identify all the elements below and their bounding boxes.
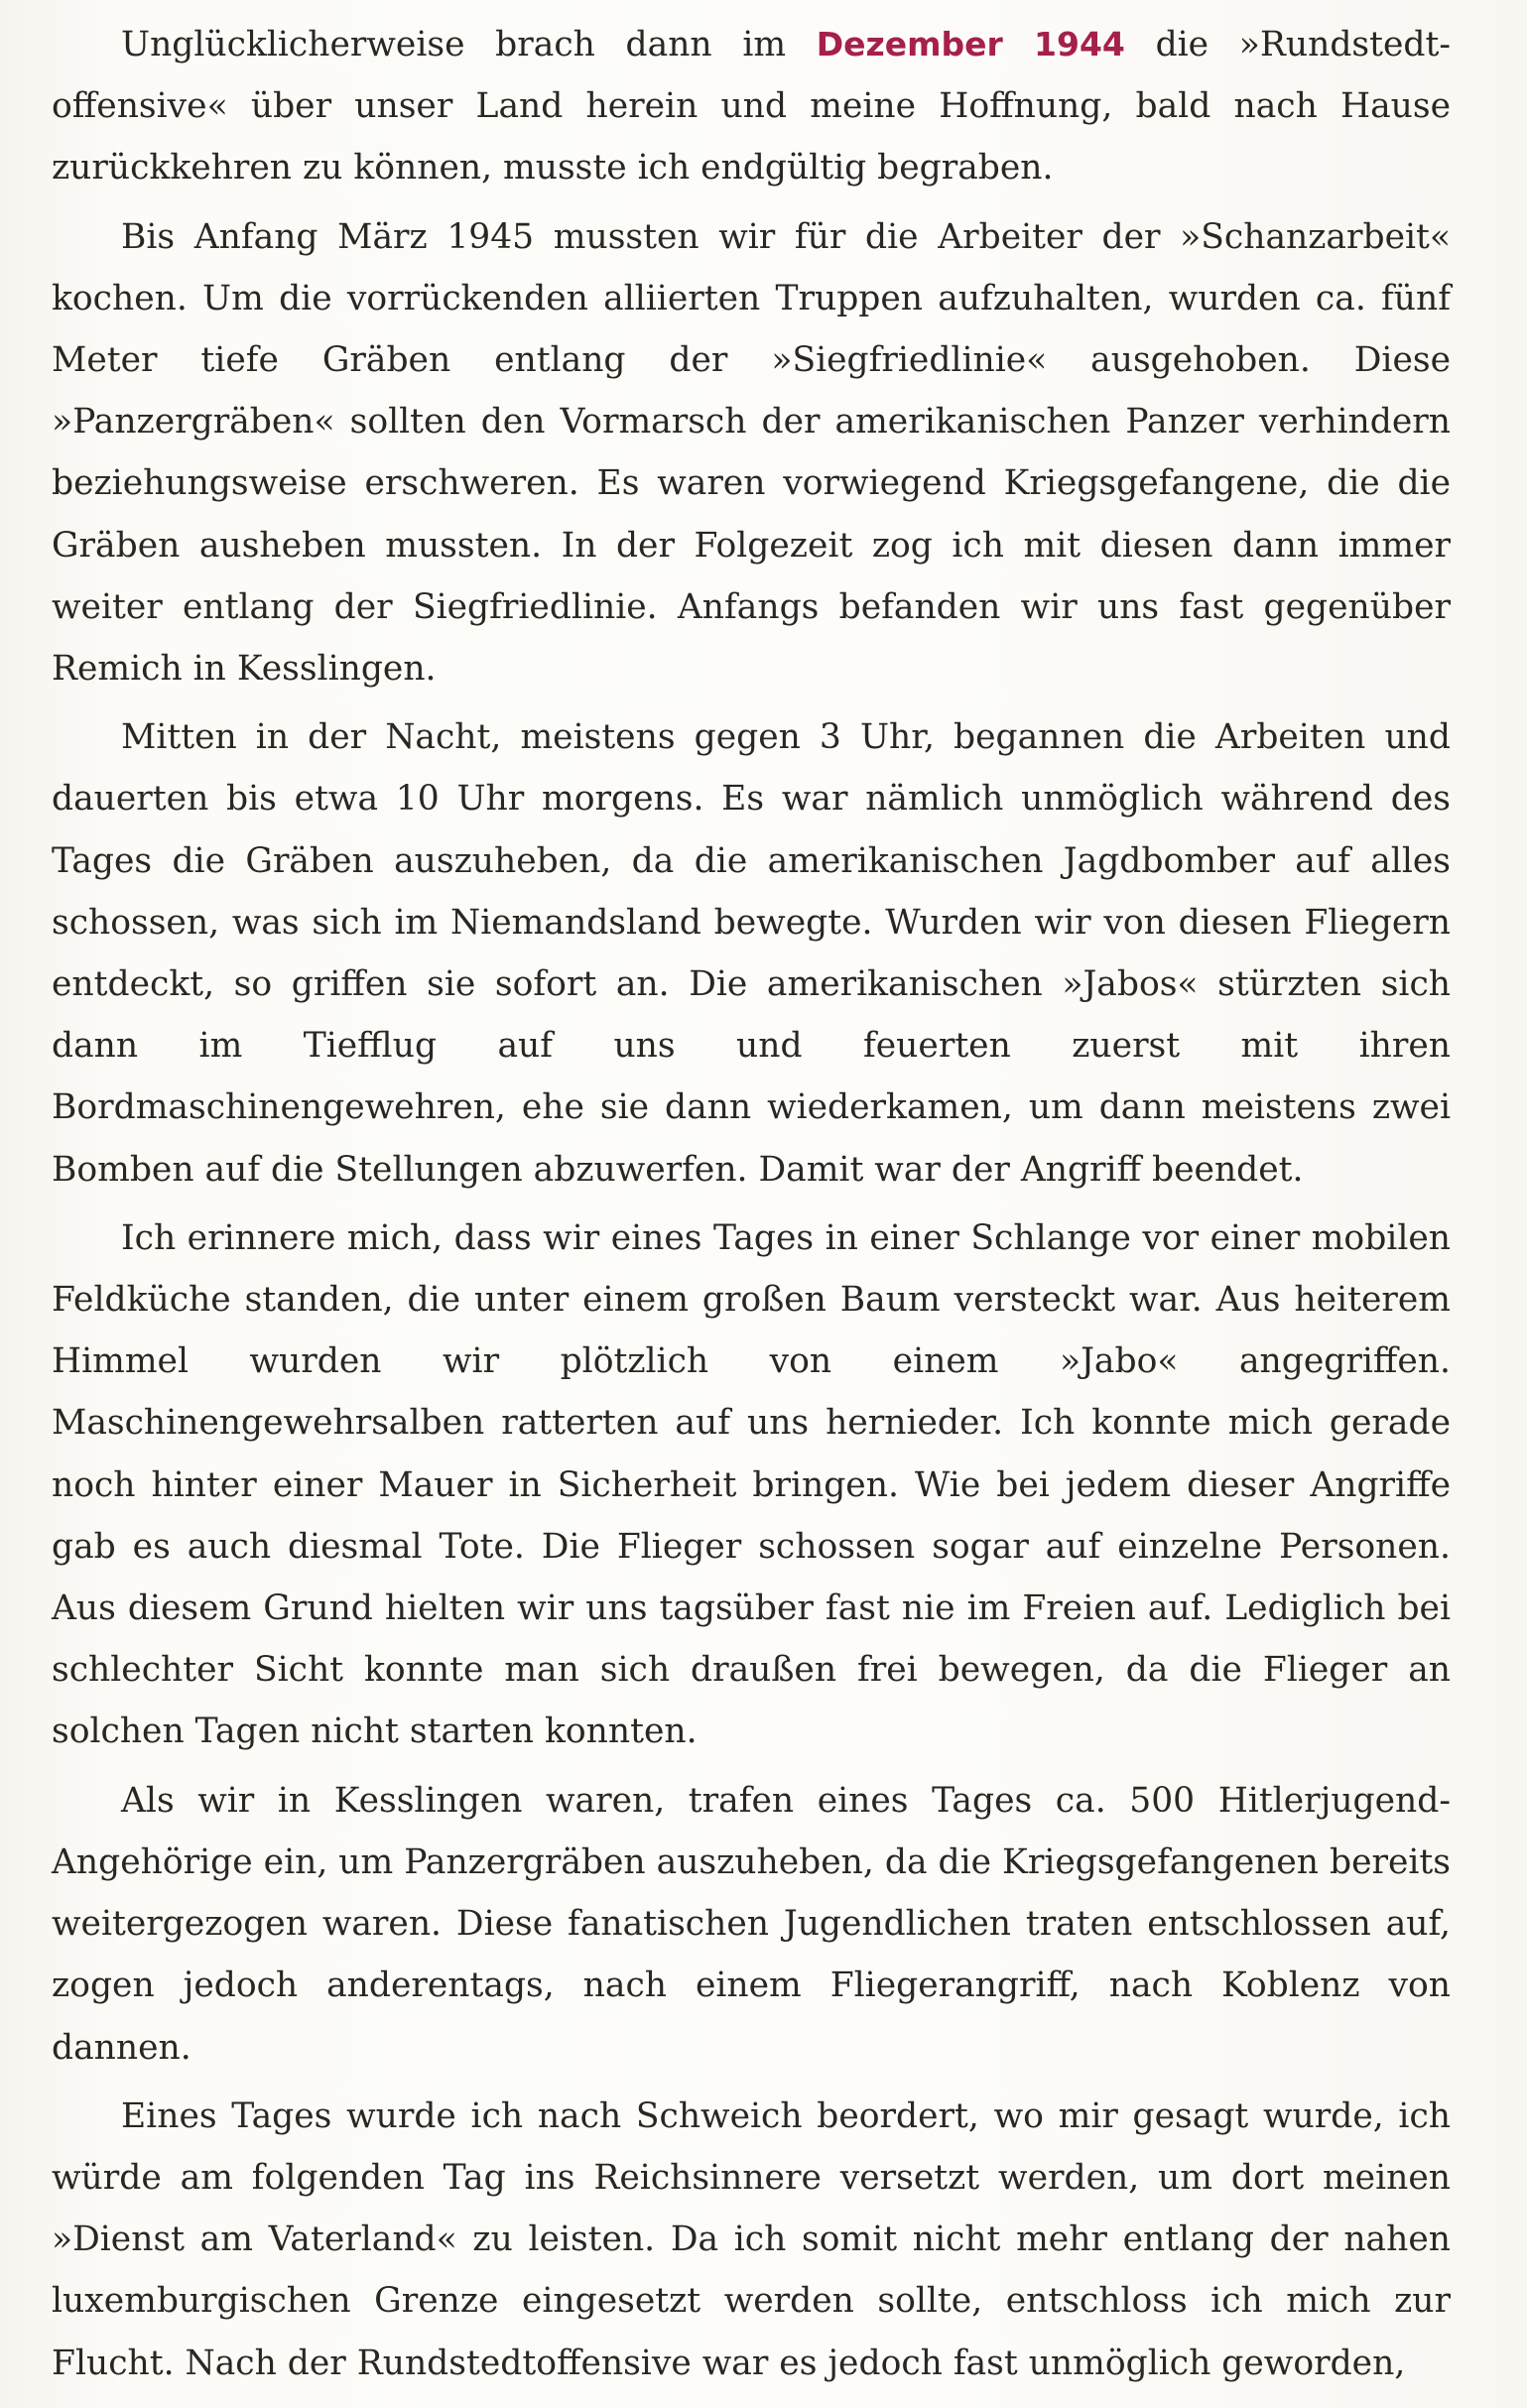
paragraph-4: Ich erinnere mich, dass wir eines Tages in einer Schlange vor einer mobilen Feldküche standen, die unter einem großen Baum versteckt war. Aus heiterem Himmel wurden wir plötzlich von einem »Jabo« angegriffen. Maschinengewehrsalben ratterten auf uns hernieder. Ich konnte mich gerade noch hinter einer Mauer in Sicherheit bringen. Wie bei jedem dieser Angriffe gab es auch diesmal Tote. Die Flieger schossen sogar auf einzelne Personen. Aus diesem Grund hielten wir uns tagsüber fast nie im Freien auf. Lediglich bei schlechter Sicht konnte man sich draußen frei bewegen, da die Flieger an solchen Tagen nicht starten konnten.: [52, 1217, 1451, 1752]
paragraph-1-end: die »Rundstedt-offensive« über unser Land herein und meine Hoffnung, bald nach Hause zurückkehren zu können, musste ich endgültig begraben.: [52, 25, 1451, 189]
paragraph-1: [52, 14, 1451, 199]
paragraph-6: Eines Tages wurde ich nach Schweich beordert, wo mir gesagt wurde, ich würde am folgenden Tag ins Reichsinnere versetzt werden, um dort meinen »Dienst am Vaterland« zu leisten. Da ich somit nicht mehr entlang der nahen luxemburgischen Grenze eingesetzt werden sollte, entschloss ich mich zur Flucht. Nach der Rundstedtoffensive war es jedoch fast unmöglich geworden,: [52, 2095, 1451, 2383]
date-highlight: Dezember 1944: [816, 25, 1125, 63]
body-text: [52, 14, 1451, 2401]
paragraph-5: Als wir in Kesslingen waren, trafen eines Tages ca. 500 Hitlerjugend-Angehörige ein, um Panzergräben auszuheben, da die Kriegsgefangenen bereits weitergezogen waren. Diese fanatischen Jugendlichen traten entschlossen auf, zogen jedoch anderentags, nach einem Fliegerangriff, nach Koblenz von dannen.: [52, 1780, 1451, 2068]
paragraph-3: Mitten in der Nacht, meistens gegen 3 Uhr, begannen die Arbeiten und dauerten bis etwa 10 Uhr morgens. Es war nämlich unmöglich während des Tages die Gräben auszuheben, da die amerikanischen Jagdbomber auf alles schossen, was sich im Niemandsland bewegte. Wurden wir von diesen Fliegern entdeckt, so griffen sie sofort an. Die amerikanischen »Jabos« stürzten sich dann im Tiefflug auf uns und feuerten zuerst mit ihren Bordmaschinengewehren, ehe sie dann wiederkamen, um dann meistens zwei Bomben auf die Stellungen abzuwerfen. Damit war der Angriff beendet.: [52, 717, 1451, 1190]
paragraph-1-start: Unglücklicherweise brach dann im: [121, 25, 817, 64]
paragraph-2: Bis Anfang März 1945 mussten wir für die Arbeiter der »Schanzarbeit« kochen. Um die vorrückenden alliierten Truppen aufzuhalten, wurden ca. fünf Meter tiefe Gräben entlang der »Siegfriedlinie« ausgehoben. Diese »Panzergräben« sollten den Vormarsch der amerikanischen Panzer verhindern beziehungsweise erschweren. Es waren vorwiegend Kriegsgefangene, die die Gräben ausheben mussten. In der Folgezeit zog ich mit diesen dann immer weiter entlang der Siegfriedlinie. Anfangs befanden wir uns fast gegenüber Remich in Kesslingen.: [52, 216, 1451, 690]
